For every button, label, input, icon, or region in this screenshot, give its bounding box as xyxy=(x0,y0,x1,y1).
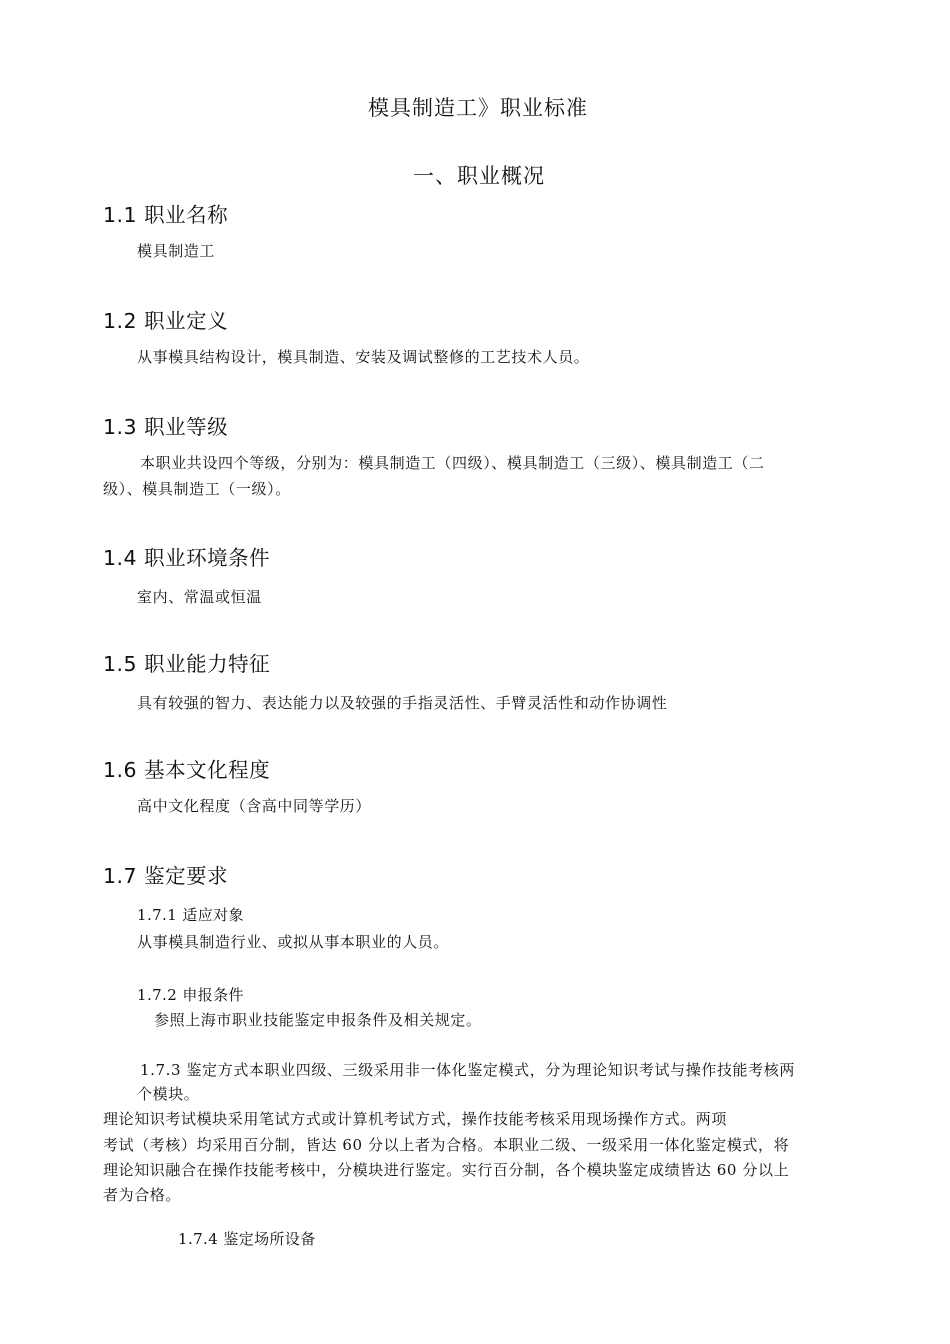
section-heading-1-7: 1.7 鉴定要求 xyxy=(103,864,229,888)
section-body-1-3-line1: 本职业共设四个等级，分别为：模具制造工（四级）、模具制造工（三级）、模具制造工（二 xyxy=(140,454,765,472)
section-body-1-1: 模具制造工 xyxy=(137,242,216,260)
subsection-1-7-3-line2: 个模块。 xyxy=(137,1085,200,1103)
subsection-heading-1-7-2: 1.7.2 申报条件 xyxy=(137,986,244,1004)
section-heading-1-1: 1.1 职业名称 xyxy=(103,203,229,227)
document-title: 模具制造工》职业标准 xyxy=(368,96,588,120)
section-heading-1-5: 1.5 职业能力特征 xyxy=(103,652,271,676)
subsection-1-7-3-line4: 考试（考核）均采用百分制，皆达 60 分以上者为合格。本职业二级、一级采用一体化鉴定模式，将 xyxy=(103,1136,790,1154)
subsection-heading-1-7-1: 1.7.1 适应对象 xyxy=(137,906,244,924)
section-heading-1-4: 1.4 职业环境条件 xyxy=(103,546,271,570)
subsection-1-7-3-line5: 理论知识融合在操作技能考核中，分模块进行鉴定。实行百分制，各个模块鉴定成绩皆达 60 分以上 xyxy=(103,1161,790,1179)
subsection-1-7-3-line3: 理论知识考试模块采用笔试方式或计算机考试方式，操作技能考核采用现场操作方式。两项 xyxy=(103,1110,728,1128)
subsection-body-1-7-1: 从事模具制造行业、或拟从事本职业的人员。 xyxy=(137,933,450,951)
section-heading-1-6: 1.6 基本文化程度 xyxy=(103,758,271,782)
section-body-1-4: 室内、常温或恒温 xyxy=(137,588,262,606)
section-heading-1-2: 1.2 职业定义 xyxy=(103,309,229,333)
subsection-body-1-7-2: 参照上海市职业技能鉴定申报条件及相关规定。 xyxy=(154,1011,482,1029)
subsection-heading-1-7-4: 1.7.4 鉴定场所设备 xyxy=(178,1230,316,1248)
section-body-1-6: 高中文化程度（含高中同等学历） xyxy=(137,797,372,815)
section-body-1-5: 具有较强的智力、表达能力以及较强的手指灵活性、手臂灵活性和动作协调性 xyxy=(137,694,668,712)
section-heading-1-3: 1.3 职业等级 xyxy=(103,415,229,439)
subsection-1-7-3-line6: 者为合格。 xyxy=(103,1186,182,1204)
chapter-heading: 一、职业概况 xyxy=(413,164,545,188)
subsection-1-7-3-line1: 1.7.3 鉴定方式本职业四级、三级采用非一体化鉴定模式，分为理论知识考试与操作技能考核两 xyxy=(140,1061,795,1079)
section-body-1-3-line2: 级）、模具制造工（一级）。 xyxy=(103,480,291,498)
section-body-1-2: 从事模具结构设计，模具制造、安装及调试整修的工艺技术人员。 xyxy=(137,348,590,366)
